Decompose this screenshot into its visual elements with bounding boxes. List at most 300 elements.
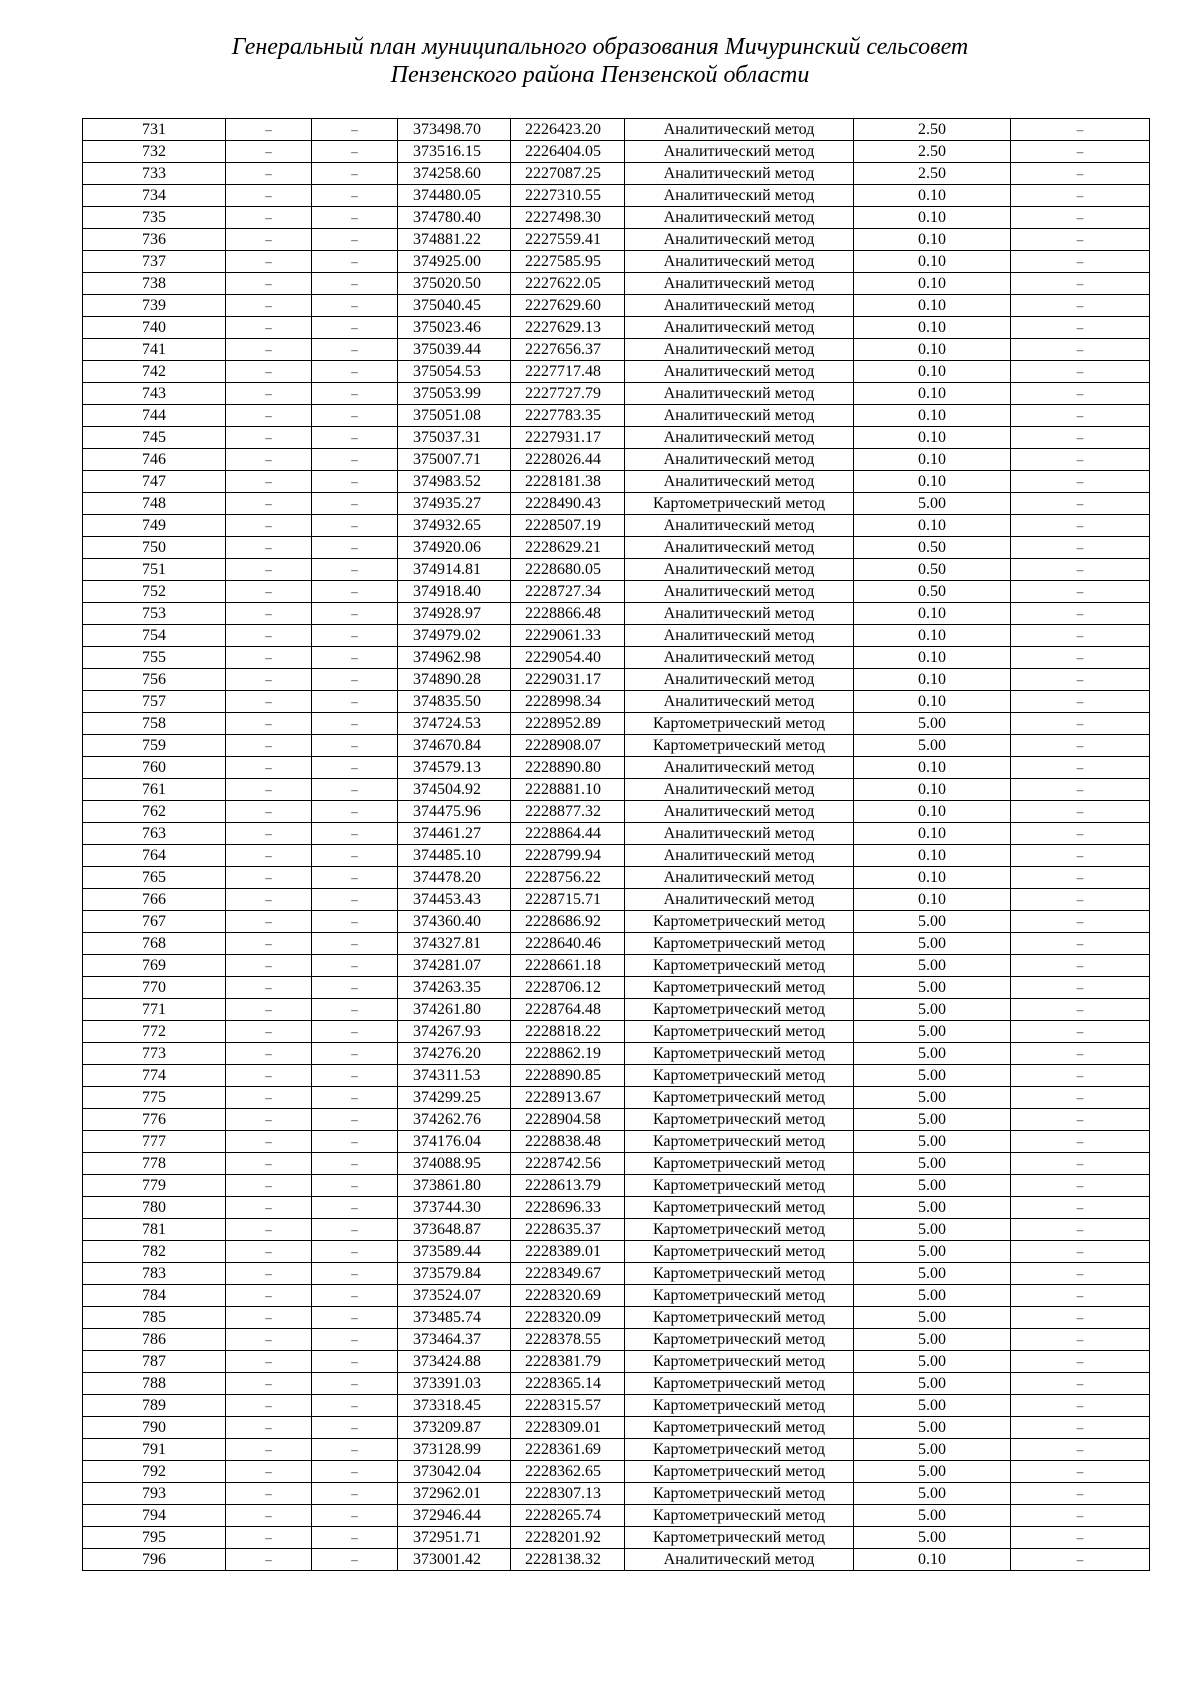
y-coordinate-cell: 2228756.22: [511, 867, 625, 889]
table-row: [83, 1263, 1150, 1285]
method-cell: Картометрический метод: [625, 1241, 854, 1263]
x-coordinate-cell: 374928.97: [398, 603, 511, 625]
y-coordinate-cell: 2228181.38: [511, 471, 625, 493]
empty-col-b-cell: –: [312, 1021, 398, 1043]
method-cell: Аналитический метод: [625, 625, 854, 647]
y-coordinate-cell: 2227585.95: [511, 251, 625, 273]
empty-col-b-cell: –: [312, 1549, 398, 1571]
y-coordinate-cell: 2229061.33: [511, 625, 625, 647]
table-row: [83, 1131, 1150, 1153]
method-cell: Картометрический метод: [625, 955, 854, 977]
point-number-cell: 796: [83, 1549, 226, 1571]
empty-col-b-cell: –: [312, 1241, 398, 1263]
x-coordinate-cell: 374478.20: [398, 867, 511, 889]
table-row: [83, 999, 1150, 1021]
y-coordinate-cell: 2227622.05: [511, 273, 625, 295]
table-row: [83, 273, 1150, 295]
point-number-cell: 791: [83, 1439, 226, 1461]
empty-col-b-cell: –: [312, 647, 398, 669]
empty-col-b-cell: –: [312, 185, 398, 207]
empty-col-a-cell: –: [226, 339, 312, 361]
table-row: [83, 1417, 1150, 1439]
x-coordinate-cell: 374360.40: [398, 911, 511, 933]
x-coordinate-cell: 375007.71: [398, 449, 511, 471]
point-number-cell: 777: [83, 1131, 226, 1153]
extra-col-cell: –: [1011, 647, 1150, 669]
table-row: [83, 933, 1150, 955]
empty-col-a-cell: –: [226, 515, 312, 537]
y-coordinate-cell: 2228201.92: [511, 1527, 625, 1549]
table-row: [83, 1483, 1150, 1505]
point-number-cell: 759: [83, 735, 226, 757]
table-row: [83, 669, 1150, 691]
extra-col-cell: –: [1011, 405, 1150, 427]
table-row: [83, 1307, 1150, 1329]
empty-col-a-cell: –: [226, 1197, 312, 1219]
point-number-cell: 745: [83, 427, 226, 449]
empty-col-a-cell: –: [226, 185, 312, 207]
method-cell: Картометрический метод: [625, 1087, 854, 1109]
method-cell: Картометрический метод: [625, 1285, 854, 1307]
empty-col-a-cell: –: [226, 625, 312, 647]
y-coordinate-cell: 2228381.79: [511, 1351, 625, 1373]
extra-col-cell: –: [1011, 1175, 1150, 1197]
y-coordinate-cell: 2228706.12: [511, 977, 625, 999]
point-number-cell: 770: [83, 977, 226, 999]
extra-col-cell: –: [1011, 1087, 1150, 1109]
empty-col-b-cell: –: [312, 1065, 398, 1087]
x-coordinate-cell: 373485.74: [398, 1307, 511, 1329]
y-coordinate-cell: 2228908.07: [511, 735, 625, 757]
empty-col-a-cell: –: [226, 1087, 312, 1109]
accuracy-cell: 0.10: [854, 867, 1011, 889]
extra-col-cell: –: [1011, 999, 1150, 1021]
y-coordinate-cell: 2226404.05: [511, 141, 625, 163]
point-number-cell: 755: [83, 647, 226, 669]
x-coordinate-cell: 374504.92: [398, 779, 511, 801]
point-number-cell: 750: [83, 537, 226, 559]
accuracy-cell: 0.50: [854, 537, 1011, 559]
extra-col-cell: –: [1011, 449, 1150, 471]
method-cell: Аналитический метод: [625, 119, 854, 141]
extra-col-cell: –: [1011, 1549, 1150, 1571]
extra-col-cell: –: [1011, 1417, 1150, 1439]
extra-col-cell: –: [1011, 493, 1150, 515]
table-row: [83, 1065, 1150, 1087]
table-body: [83, 119, 1150, 1571]
x-coordinate-cell: 374780.40: [398, 207, 511, 229]
accuracy-cell: 5.00: [854, 735, 1011, 757]
method-cell: Картометрический метод: [625, 1395, 854, 1417]
method-cell: Аналитический метод: [625, 405, 854, 427]
x-coordinate-cell: 374835.50: [398, 691, 511, 713]
method-cell: Аналитический метод: [625, 361, 854, 383]
table-row: [83, 581, 1150, 603]
accuracy-cell: 0.10: [854, 427, 1011, 449]
point-number-cell: 763: [83, 823, 226, 845]
x-coordinate-cell: 373524.07: [398, 1285, 511, 1307]
extra-col-cell: –: [1011, 779, 1150, 801]
y-coordinate-cell: 2227717.48: [511, 361, 625, 383]
y-coordinate-cell: 2228315.57: [511, 1395, 625, 1417]
table-row: [83, 1043, 1150, 1065]
empty-col-a-cell: –: [226, 911, 312, 933]
method-cell: Аналитический метод: [625, 867, 854, 889]
y-coordinate-cell: 2228913.67: [511, 1087, 625, 1109]
table-row: [83, 1527, 1150, 1549]
x-coordinate-cell: 373209.87: [398, 1417, 511, 1439]
method-cell: Картометрический метод: [625, 977, 854, 999]
empty-col-a-cell: –: [226, 207, 312, 229]
extra-col-cell: –: [1011, 515, 1150, 537]
method-cell: Аналитический метод: [625, 207, 854, 229]
empty-col-a-cell: –: [226, 581, 312, 603]
empty-col-b-cell: –: [312, 977, 398, 999]
accuracy-cell: 2.50: [854, 119, 1011, 141]
point-number-cell: 775: [83, 1087, 226, 1109]
empty-col-a-cell: –: [226, 141, 312, 163]
x-coordinate-cell: 374932.65: [398, 515, 511, 537]
empty-col-a-cell: –: [226, 999, 312, 1021]
extra-col-cell: –: [1011, 823, 1150, 845]
empty-col-a-cell: –: [226, 1395, 312, 1417]
extra-col-cell: –: [1011, 119, 1150, 141]
empty-col-b-cell: –: [312, 625, 398, 647]
empty-col-a-cell: –: [226, 1285, 312, 1307]
y-coordinate-cell: 2228881.10: [511, 779, 625, 801]
empty-col-b-cell: –: [312, 1329, 398, 1351]
empty-col-b-cell: –: [312, 911, 398, 933]
point-number-cell: 784: [83, 1285, 226, 1307]
extra-col-cell: –: [1011, 1461, 1150, 1483]
empty-col-b-cell: –: [312, 515, 398, 537]
x-coordinate-cell: 373744.30: [398, 1197, 511, 1219]
point-number-cell: 788: [83, 1373, 226, 1395]
table-row: [83, 427, 1150, 449]
empty-col-a-cell: –: [226, 669, 312, 691]
x-coordinate-cell: 374261.80: [398, 999, 511, 1021]
x-coordinate-cell: 375054.53: [398, 361, 511, 383]
x-coordinate-cell: 372951.71: [398, 1527, 511, 1549]
method-cell: Картометрический метод: [625, 493, 854, 515]
empty-col-a-cell: –: [226, 647, 312, 669]
accuracy-cell: 5.00: [854, 1043, 1011, 1065]
table-row: [83, 449, 1150, 471]
empty-col-b-cell: –: [312, 1351, 398, 1373]
extra-col-cell: –: [1011, 757, 1150, 779]
table-row: [83, 1285, 1150, 1307]
point-number-cell: 767: [83, 911, 226, 933]
table-row: [83, 625, 1150, 647]
extra-col-cell: –: [1011, 207, 1150, 229]
accuracy-cell: 0.10: [854, 801, 1011, 823]
method-cell: Аналитический метод: [625, 559, 854, 581]
empty-col-b-cell: –: [312, 471, 398, 493]
extra-col-cell: –: [1011, 559, 1150, 581]
accuracy-cell: 0.10: [854, 361, 1011, 383]
empty-col-b-cell: –: [312, 1307, 398, 1329]
accuracy-cell: 0.10: [854, 845, 1011, 867]
y-coordinate-cell: 2227498.30: [511, 207, 625, 229]
empty-col-a-cell: –: [226, 119, 312, 141]
accuracy-cell: 5.00: [854, 1461, 1011, 1483]
extra-col-cell: –: [1011, 251, 1150, 273]
extra-col-cell: –: [1011, 339, 1150, 361]
y-coordinate-cell: 2227087.25: [511, 163, 625, 185]
x-coordinate-cell: 374311.53: [398, 1065, 511, 1087]
accuracy-cell: 5.00: [854, 1395, 1011, 1417]
point-number-cell: 738: [83, 273, 226, 295]
empty-col-a-cell: –: [226, 1483, 312, 1505]
empty-col-a-cell: –: [226, 405, 312, 427]
accuracy-cell: 5.00: [854, 1373, 1011, 1395]
method-cell: Аналитический метод: [625, 141, 854, 163]
extra-col-cell: –: [1011, 1043, 1150, 1065]
table-row: [83, 911, 1150, 933]
x-coordinate-cell: 373516.15: [398, 141, 511, 163]
x-coordinate-cell: 374925.00: [398, 251, 511, 273]
accuracy-cell: 0.10: [854, 647, 1011, 669]
empty-col-a-cell: –: [226, 1109, 312, 1131]
empty-col-a-cell: –: [226, 1505, 312, 1527]
x-coordinate-cell: 374983.52: [398, 471, 511, 493]
extra-col-cell: –: [1011, 889, 1150, 911]
extra-col-cell: –: [1011, 1307, 1150, 1329]
empty-col-b-cell: –: [312, 1263, 398, 1285]
empty-col-a-cell: –: [226, 559, 312, 581]
y-coordinate-cell: 2228838.48: [511, 1131, 625, 1153]
extra-col-cell: –: [1011, 1527, 1150, 1549]
empty-col-a-cell: –: [226, 823, 312, 845]
table-row: [83, 163, 1150, 185]
extra-col-cell: –: [1011, 1263, 1150, 1285]
y-coordinate-cell: 2228904.58: [511, 1109, 625, 1131]
point-number-cell: 737: [83, 251, 226, 273]
empty-col-a-cell: –: [226, 779, 312, 801]
method-cell: Картометрический метод: [625, 1307, 854, 1329]
method-cell: Картометрический метод: [625, 1263, 854, 1285]
accuracy-cell: 5.00: [854, 1219, 1011, 1241]
table-row: [83, 1461, 1150, 1483]
empty-col-a-cell: –: [226, 603, 312, 625]
point-number-cell: 756: [83, 669, 226, 691]
y-coordinate-cell: 2227931.17: [511, 427, 625, 449]
table-row: [83, 1109, 1150, 1131]
accuracy-cell: 0.10: [854, 603, 1011, 625]
x-coordinate-cell: 374670.84: [398, 735, 511, 757]
method-cell: Картометрический метод: [625, 1043, 854, 1065]
extra-col-cell: –: [1011, 295, 1150, 317]
y-coordinate-cell: 2227629.60: [511, 295, 625, 317]
accuracy-cell: 0.10: [854, 405, 1011, 427]
method-cell: Картометрический метод: [625, 1351, 854, 1373]
y-coordinate-cell: 2228877.32: [511, 801, 625, 823]
table-row: [83, 889, 1150, 911]
accuracy-cell: 5.00: [854, 493, 1011, 515]
accuracy-cell: 0.10: [854, 889, 1011, 911]
empty-col-a-cell: –: [226, 493, 312, 515]
table-row: [83, 251, 1150, 273]
extra-col-cell: –: [1011, 603, 1150, 625]
point-number-cell: 746: [83, 449, 226, 471]
empty-col-b-cell: –: [312, 691, 398, 713]
empty-col-a-cell: –: [226, 713, 312, 735]
x-coordinate-cell: 374281.07: [398, 955, 511, 977]
y-coordinate-cell: 2228635.37: [511, 1219, 625, 1241]
method-cell: Картометрический метод: [625, 1153, 854, 1175]
table-row: [83, 515, 1150, 537]
y-coordinate-cell: 2227310.55: [511, 185, 625, 207]
method-cell: Аналитический метод: [625, 801, 854, 823]
method-cell: Аналитический метод: [625, 229, 854, 251]
method-cell: Аналитический метод: [625, 581, 854, 603]
method-cell: Аналитический метод: [625, 449, 854, 471]
x-coordinate-cell: 374258.60: [398, 163, 511, 185]
empty-col-a-cell: –: [226, 229, 312, 251]
accuracy-cell: 5.00: [854, 1527, 1011, 1549]
y-coordinate-cell: 2228742.56: [511, 1153, 625, 1175]
empty-col-a-cell: –: [226, 273, 312, 295]
accuracy-cell: 5.00: [854, 1285, 1011, 1307]
method-cell: Картометрический метод: [625, 1109, 854, 1131]
accuracy-cell: 0.10: [854, 449, 1011, 471]
table-row: [83, 361, 1150, 383]
method-cell: Картометрический метод: [625, 1197, 854, 1219]
accuracy-cell: 5.00: [854, 1263, 1011, 1285]
empty-col-a-cell: –: [226, 845, 312, 867]
document-title-line-1: Генеральный план муниципального образования Мичуринский сельсовет: [231, 34, 969, 60]
accuracy-cell: 0.10: [854, 229, 1011, 251]
accuracy-cell: 5.00: [854, 1351, 1011, 1373]
empty-col-b-cell: –: [312, 207, 398, 229]
x-coordinate-cell: 374920.06: [398, 537, 511, 559]
empty-col-b-cell: –: [312, 1439, 398, 1461]
point-number-cell: 793: [83, 1483, 226, 1505]
y-coordinate-cell: 2228307.13: [511, 1483, 625, 1505]
point-number-cell: 794: [83, 1505, 226, 1527]
empty-col-a-cell: –: [226, 1219, 312, 1241]
x-coordinate-cell: 374579.13: [398, 757, 511, 779]
accuracy-cell: 5.00: [854, 713, 1011, 735]
y-coordinate-cell: 2228613.79: [511, 1175, 625, 1197]
table-row: [83, 1087, 1150, 1109]
x-coordinate-cell: 373424.88: [398, 1351, 511, 1373]
empty-col-a-cell: –: [226, 1065, 312, 1087]
method-cell: Картометрический метод: [625, 1373, 854, 1395]
extra-col-cell: –: [1011, 229, 1150, 251]
accuracy-cell: 0.10: [854, 757, 1011, 779]
method-cell: Картометрический метод: [625, 713, 854, 735]
table-row: [83, 603, 1150, 625]
y-coordinate-cell: 2228799.94: [511, 845, 625, 867]
x-coordinate-cell: 375020.50: [398, 273, 511, 295]
empty-col-b-cell: –: [312, 449, 398, 471]
point-number-cell: 781: [83, 1219, 226, 1241]
point-number-cell: 732: [83, 141, 226, 163]
empty-col-b-cell: –: [312, 559, 398, 581]
y-coordinate-cell: 2228686.92: [511, 911, 625, 933]
extra-col-cell: –: [1011, 911, 1150, 933]
table-row: [83, 955, 1150, 977]
x-coordinate-cell: 373498.70: [398, 119, 511, 141]
x-coordinate-cell: 374962.98: [398, 647, 511, 669]
empty-col-b-cell: –: [312, 1197, 398, 1219]
y-coordinate-cell: 2228696.33: [511, 1197, 625, 1219]
accuracy-cell: 5.00: [854, 1065, 1011, 1087]
empty-col-a-cell: –: [226, 537, 312, 559]
y-coordinate-cell: 2228378.55: [511, 1329, 625, 1351]
x-coordinate-cell: 374724.53: [398, 713, 511, 735]
y-coordinate-cell: 2228138.32: [511, 1549, 625, 1571]
empty-col-a-cell: –: [226, 691, 312, 713]
extra-col-cell: –: [1011, 383, 1150, 405]
empty-col-a-cell: –: [226, 1021, 312, 1043]
x-coordinate-cell: 374176.04: [398, 1131, 511, 1153]
accuracy-cell: 5.00: [854, 1087, 1011, 1109]
table-row: [83, 691, 1150, 713]
extra-col-cell: –: [1011, 1351, 1150, 1373]
y-coordinate-cell: 2228640.46: [511, 933, 625, 955]
x-coordinate-cell: 375040.45: [398, 295, 511, 317]
x-coordinate-cell: 374918.40: [398, 581, 511, 603]
empty-col-b-cell: –: [312, 427, 398, 449]
y-coordinate-cell: 2228727.34: [511, 581, 625, 603]
y-coordinate-cell: 2227727.79: [511, 383, 625, 405]
accuracy-cell: 2.50: [854, 163, 1011, 185]
table-row: [83, 1395, 1150, 1417]
method-cell: Аналитический метод: [625, 647, 854, 669]
empty-col-a-cell: –: [226, 735, 312, 757]
method-cell: Картометрический метод: [625, 911, 854, 933]
empty-col-b-cell: –: [312, 999, 398, 1021]
y-coordinate-cell: 2228265.74: [511, 1505, 625, 1527]
empty-col-a-cell: –: [226, 757, 312, 779]
method-cell: Картометрический метод: [625, 1439, 854, 1461]
method-cell: Аналитический метод: [625, 823, 854, 845]
accuracy-cell: 5.00: [854, 955, 1011, 977]
empty-col-a-cell: –: [226, 1307, 312, 1329]
accuracy-cell: 5.00: [854, 1109, 1011, 1131]
point-number-cell: 772: [83, 1021, 226, 1043]
point-number-cell: 744: [83, 405, 226, 427]
empty-col-a-cell: –: [226, 1329, 312, 1351]
x-coordinate-cell: 373391.03: [398, 1373, 511, 1395]
method-cell: Картометрический метод: [625, 1175, 854, 1197]
point-number-cell: 780: [83, 1197, 226, 1219]
method-cell: Аналитический метод: [625, 427, 854, 449]
y-coordinate-cell: 2228890.85: [511, 1065, 625, 1087]
empty-col-b-cell: –: [312, 757, 398, 779]
y-coordinate-cell: 2228507.19: [511, 515, 625, 537]
point-number-cell: 751: [83, 559, 226, 581]
accuracy-cell: 0.10: [854, 273, 1011, 295]
method-cell: Аналитический метод: [625, 1549, 854, 1571]
empty-col-b-cell: –: [312, 1043, 398, 1065]
point-number-cell: 740: [83, 317, 226, 339]
point-number-cell: 765: [83, 867, 226, 889]
x-coordinate-cell: 375051.08: [398, 405, 511, 427]
point-number-cell: 758: [83, 713, 226, 735]
point-number-cell: 760: [83, 757, 226, 779]
method-cell: Аналитический метод: [625, 757, 854, 779]
empty-col-b-cell: –: [312, 867, 398, 889]
y-coordinate-cell: 2228866.48: [511, 603, 625, 625]
y-coordinate-cell: 2229031.17: [511, 669, 625, 691]
empty-col-a-cell: –: [226, 1175, 312, 1197]
empty-col-b-cell: –: [312, 823, 398, 845]
extra-col-cell: –: [1011, 1219, 1150, 1241]
x-coordinate-cell: 373318.45: [398, 1395, 511, 1417]
